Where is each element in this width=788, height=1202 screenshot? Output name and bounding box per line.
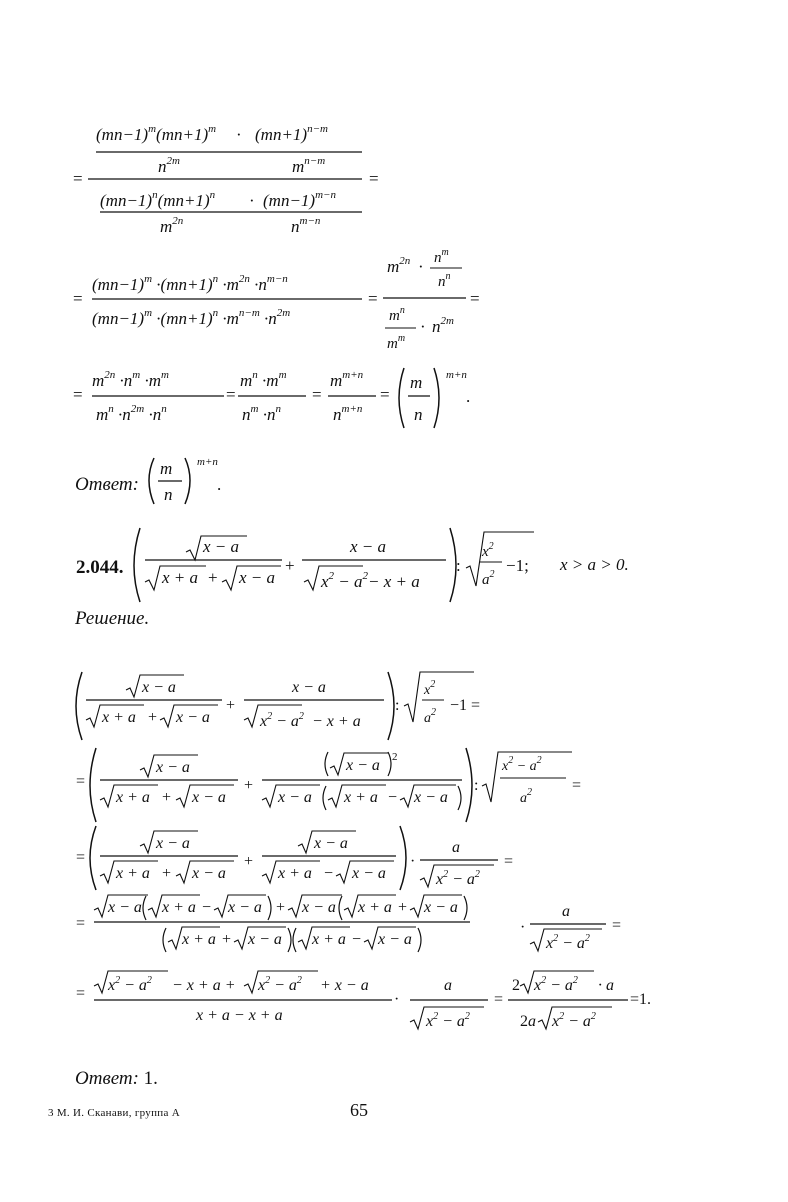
svg-text:m: m [410, 373, 423, 392]
svg-text:−1;: −1; [506, 556, 529, 575]
answer-label: Ответ: [75, 1068, 139, 1089]
svg-text:.: . [217, 475, 222, 494]
svg-text:(mn−1)m ·(mn+1)n ·mn−m ·n2m: $(mn-1)^m \cdot(mn+1)^n \cdot m^{n-m} \cdot n^{2m}$ [92, 307, 291, 328]
svg-text:x + a: x + a [182, 931, 216, 948]
svg-text:a: a [562, 903, 570, 920]
svg-text:n: n [414, 405, 423, 424]
svg-text:+: + [285, 556, 295, 575]
svg-text:=: = [73, 169, 83, 188]
svg-text:−: − [202, 899, 212, 916]
svg-text:·: · [418, 257, 424, 276]
svg-text:mn: $m^n$ [389, 305, 405, 324]
svg-text:x − a: x − a [156, 835, 190, 852]
svg-text:x − a: x − a [278, 789, 312, 806]
svg-text:x − a: x − a [239, 568, 276, 587]
svg-text:x − a: x − a [176, 709, 210, 726]
previous-answer-label: Ответ: [75, 474, 139, 495]
svg-text:mm: $m^m$ [387, 333, 406, 352]
formula-block-2 [73, 247, 480, 352]
problem-number: 2.044. [76, 557, 124, 578]
svg-text:+: + [226, 697, 236, 714]
svg-text:x − a: x − a [424, 899, 458, 916]
svg-text:mn ·mm: $m^n \cdot m^m$ [240, 369, 287, 390]
svg-text:− x + a: − x + a [312, 713, 361, 730]
svg-text:nm+n: $n^{m+n}$ [333, 403, 363, 424]
svg-text:+: + [398, 899, 408, 916]
svg-text:−1 =: −1 = [450, 697, 481, 714]
svg-text:x2 − a2: $x^2 - a^2$ [260, 711, 304, 730]
svg-text:x2 − a2: $x^2 - a^2$ [108, 975, 152, 994]
svg-text:x − a: x − a [302, 899, 336, 916]
svg-text:x − a: x − a [350, 537, 387, 556]
svg-text:m2n: $m^{2n}$ [387, 255, 411, 276]
svg-text:=: = [76, 849, 86, 866]
svg-text:+: + [222, 931, 232, 948]
svg-text:n: n [164, 485, 173, 504]
svg-text:m2n ·nm ·mm: $m^{2n} \cdot n^m \cdot m^m$ [92, 369, 169, 390]
svg-text::: : [395, 697, 400, 714]
svg-text:x − a: x − a [192, 865, 226, 882]
svg-text:x2: $x^2$ [482, 541, 494, 560]
svg-text:.: . [466, 387, 471, 406]
svg-text:x − a: x − a [414, 789, 448, 806]
svg-text:·: · [236, 125, 242, 144]
svg-text:x + a: x + a [278, 865, 312, 882]
svg-text:=: = [504, 853, 514, 870]
svg-text:nn: $n^n$ [438, 271, 451, 290]
svg-text:nm−n: $n^{m-n}$ [291, 215, 321, 236]
svg-text:x2 − a2: $x^2 - a^2$ [436, 869, 480, 888]
problem-condition: x > a > 0. [560, 555, 629, 574]
svg-text:x + a: x + a [358, 899, 392, 916]
svg-text:+: + [148, 709, 158, 726]
svg-text:·: · [520, 919, 526, 936]
svg-text:x − a: x − a [142, 679, 176, 696]
svg-text:=: = [494, 991, 504, 1008]
svg-text:=: = [572, 777, 582, 794]
svg-text:x − a: x − a [156, 759, 190, 776]
svg-text:a2: $a^2$ [482, 569, 495, 588]
svg-text:2: 2 [512, 977, 520, 994]
svg-text:=: = [470, 289, 480, 308]
answer-line [75, 1068, 158, 1090]
svg-text:−: − [388, 789, 398, 806]
svg-text:x + a − x + a: x + a − x + a [196, 1007, 283, 1024]
svg-text:·: · [249, 191, 255, 210]
svg-text:x + a: x + a [162, 899, 196, 916]
formula-block-1 [73, 123, 379, 236]
svg-text:x2 − a2: $x^2 - a^2$ [546, 933, 590, 952]
svg-text:=: = [76, 985, 86, 1002]
svg-text::: : [474, 777, 479, 794]
svg-text:x2 − a2: $x^2 - a^2$ [502, 755, 542, 774]
svg-text:(mn+1)n−m: $(mn+1)^{n-m}$ [255, 123, 328, 144]
svg-text:n2m: $n^{2m}$ [432, 315, 454, 336]
svg-text:x − a: x − a [352, 865, 386, 882]
svg-text:m+n: m+n [197, 456, 218, 468]
svg-text:(mn−1)n(mn+1)n: $(mn-1)^n(mn+1)^n$ [100, 189, 216, 210]
svg-text:−: − [352, 931, 362, 948]
svg-text:x − a: x − a [378, 931, 412, 948]
svg-text:− x + a: − x + a [368, 572, 420, 591]
svg-text:+: + [208, 568, 218, 587]
svg-text:·: · [394, 991, 400, 1008]
answer-value: 1. [143, 1068, 158, 1089]
svg-text:x − a: x − a [203, 537, 240, 556]
svg-text:=: = [380, 385, 390, 404]
svg-text:− x + a +: − x + a + [172, 977, 236, 994]
svg-text:x2: $x^2$ [424, 679, 436, 698]
svg-text:=: = [369, 169, 379, 188]
svg-text:·: · [420, 317, 426, 336]
svg-text:(mn−1)m(mn+1)m: $(mn-1)^m(mn+1)^m$ [96, 123, 217, 144]
svg-text:−: − [324, 865, 334, 882]
svg-text:·: · [410, 853, 416, 870]
svg-text:x + a: x + a [312, 931, 346, 948]
solution-line-4 [76, 895, 621, 952]
solution-line-2 [76, 748, 581, 822]
svg-text:nm ·nn: $n^m \cdot n^n$ [242, 403, 281, 424]
svg-text:=: = [226, 385, 236, 404]
svg-text:=: = [312, 385, 322, 404]
svg-text:+: + [244, 853, 254, 870]
problem-statement [134, 528, 534, 602]
svg-text:=1.: =1. [630, 991, 652, 1008]
svg-text:=: = [368, 289, 378, 308]
svg-text:mm+n: $m^{m+n}$ [330, 369, 364, 390]
svg-text:m: m [160, 459, 173, 478]
svg-text:x − a: x − a [292, 679, 326, 696]
svg-text::: : [456, 556, 461, 575]
svg-text:mn ·n2m ·nn: $m^n \cdot n^{2m} \cdot n^n$ [96, 403, 167, 424]
svg-text:x + a: x + a [102, 709, 136, 726]
solution-heading: Решение. [75, 608, 150, 629]
svg-text:x2 − a2: $x^2 - a^2$ [426, 1011, 470, 1030]
formula-block-3 [73, 368, 470, 428]
svg-text:+ x − a: + x − a [320, 977, 369, 994]
svg-text:=: = [73, 385, 83, 404]
svg-text:x + a: x + a [162, 568, 199, 587]
svg-text:x − a: x − a [248, 931, 282, 948]
footer-credit: 3 М. И. Сканави, группа А [48, 1107, 180, 1119]
solution-line-3 [76, 826, 513, 890]
svg-text:a: a [452, 839, 460, 856]
svg-text:=: = [76, 915, 86, 932]
svg-text:x + a: x + a [116, 789, 150, 806]
svg-text:x2 − a2: $x^2 - a^2$ [552, 1011, 596, 1030]
svg-text:2: 2 [392, 751, 398, 763]
page-number: 65 [350, 1100, 368, 1120]
svg-text:(mn−1)m ·(mn+1)n ·m2n ·nm−n: $(mn-1)^m \cdot(mn+1)^n \cdot m^{2n} \cdot n^{m-n}$ [92, 273, 288, 294]
svg-text:x2 − a2: $x^2 - a^2$ [534, 975, 578, 994]
svg-text:nm: $n^m$ [434, 247, 449, 266]
svg-text:=: = [76, 773, 86, 790]
svg-text:x + a: x + a [344, 789, 378, 806]
svg-text:a2: $a^2$ [520, 787, 532, 806]
svg-text:(mn−1)m−n: $(mn-1)^{m-n}$ [263, 189, 336, 210]
solution-line-5 [76, 971, 651, 1030]
svg-text:a: a [444, 977, 452, 994]
svg-text:=: = [612, 917, 622, 934]
svg-text:x − a: x − a [346, 757, 380, 774]
svg-text:x − a: x − a [228, 899, 262, 916]
svg-text:n2m: $n^{2m}$ [158, 155, 180, 176]
svg-text:+: + [244, 777, 254, 794]
svg-text:x2 − a2: $x^2 - a^2$ [258, 975, 302, 994]
svg-text:x + a: x + a [116, 865, 150, 882]
svg-text:a2: $a^2$ [424, 707, 436, 726]
svg-text:x − a: x − a [108, 899, 142, 916]
svg-text:+: + [162, 789, 172, 806]
svg-text:x − a: x − a [192, 789, 226, 806]
svg-text:+: + [162, 865, 172, 882]
svg-text:m2n: $m^{2n}$ [160, 215, 184, 236]
svg-text:mn−m: $m^{n-m}$ [292, 155, 326, 176]
svg-text:+: + [276, 899, 286, 916]
svg-text:x2 − a2: $x^2 - a^2$ [321, 570, 369, 591]
previous-answer [149, 456, 221, 504]
solution-line-1 [76, 672, 480, 740]
svg-text:m+n: m+n [446, 369, 467, 381]
svg-text:2a: 2a [520, 1013, 536, 1030]
svg-text:· a: · a [598, 977, 614, 994]
svg-text:=: = [73, 289, 83, 308]
svg-text:x − a: x − a [314, 835, 348, 852]
